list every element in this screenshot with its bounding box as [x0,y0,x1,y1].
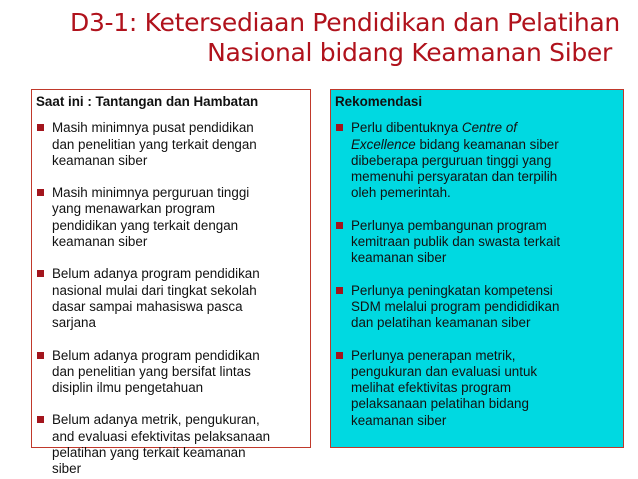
panel-heading: Rekomendasi [335,94,423,109]
bullet-text-line: pelaksanaan pelatihan bidang [351,396,529,412]
bullet-text-line: memenuhi persyaratan dan terpilih [351,169,558,185]
recommendations-list [335,120,619,429]
square-bullet-icon [336,124,343,131]
bullet-text-line: dan penelitian yang terkait dengan [52,136,257,152]
current-challenges-panel [31,89,311,477]
list-item [36,348,306,397]
bullet-text-line: keamanan siber [52,152,148,168]
slide-title-line-1: D3-1: Ketersediaan Pendidikan dan Pelatihan [70,8,620,37]
square-bullet-icon [336,287,343,294]
bullet-text-line: disiplin ilmu pengetahuan [52,380,204,396]
bullet-text-line: siber [52,461,82,477]
square-bullet-icon [336,222,343,229]
list-item [36,266,306,331]
square-bullet-icon [37,189,44,196]
bullet-text-line: pendidikan yang terkait dengan [52,217,239,233]
bullet-text-line: yang menawarkan program [52,201,216,217]
bullet-text-line: kemitraan publik dan swasta terkait [351,234,561,250]
square-bullet-icon [37,270,44,277]
list-item [335,283,619,332]
bullet-text-line: Perlunya penerapan metrik, [351,347,516,363]
bullet-text-line: keamanan siber [351,250,447,266]
bullet-text-line [351,137,619,153]
slide-title [20,8,620,68]
bullet-text-line: dan penelitian yang bersifat lintas [52,363,251,379]
bullet-text-line: Masih minimnya perguruan tinggi [52,185,250,201]
bullet-text-line: keamanan siber [52,234,148,250]
list-item [36,412,306,477]
panel-heading: Saat ini : Tantangan dan Hambatan [36,94,259,109]
bullet-text-line: Belum adanya program pendidikan [52,347,260,363]
square-bullet-icon [37,352,44,359]
bullet-text-line: SDM melalui program pendididikan [351,298,560,314]
bullet-text-line: dasar sampai mahasiswa pasca [52,298,243,314]
bullet-text-line: Masih minimnya pusat pendidikan [52,120,254,136]
bullet-text-line: Perlunya peningkatan kompetensi [351,282,553,298]
bullet-text-line: Perlunya pembangunan program [351,217,547,233]
bullet-text-line: Belum adanya metrik, pengukuran, [52,412,260,428]
bullet-text-line: pengukuran dan evaluasi untuk [351,363,538,379]
square-bullet-icon [37,416,44,423]
bullet-text-line: nasional mulai dari tingkat sekolah [52,282,257,298]
bullet-text-line: and evaluasi efektivitas pelaksanaan [52,428,271,444]
square-bullet-icon [336,352,343,359]
bullet-text-emphasis: Centre of [461,120,518,136]
bullet-text-line: sarjana [52,315,96,331]
bullet-text-line: oleh pemerintah. [351,185,451,201]
list-item [335,218,619,267]
bullet-text-line: dan pelatihan keamanan siber [351,315,531,331]
bullet-text-segment: Perlu dibentuknya [351,120,462,136]
bullet-text-line: pelatihan yang terkait keamanan [52,445,246,461]
bullet-text-emphasis: Excellence [351,136,416,152]
bullet-text-line: dibeberapa perguruan tinggi yang [351,152,552,168]
slide-title-line-2: Nasional bidang Keamanan Siber [207,38,612,67]
bullet-text-line [351,120,619,136]
list-item [335,348,619,429]
bullet-text-segment: bidang keamanan siber [415,136,559,152]
bullet-text-line: melihat efektivitas program [351,380,512,396]
challenges-list [36,120,306,477]
bullet-text-line: keamanan siber [351,412,447,428]
list-item [335,120,619,201]
list-item [36,120,306,169]
recommendations-panel [330,89,624,448]
list-item [36,185,306,250]
bullet-text-line: Belum adanya program pendidikan [52,266,260,282]
square-bullet-icon [37,124,44,131]
